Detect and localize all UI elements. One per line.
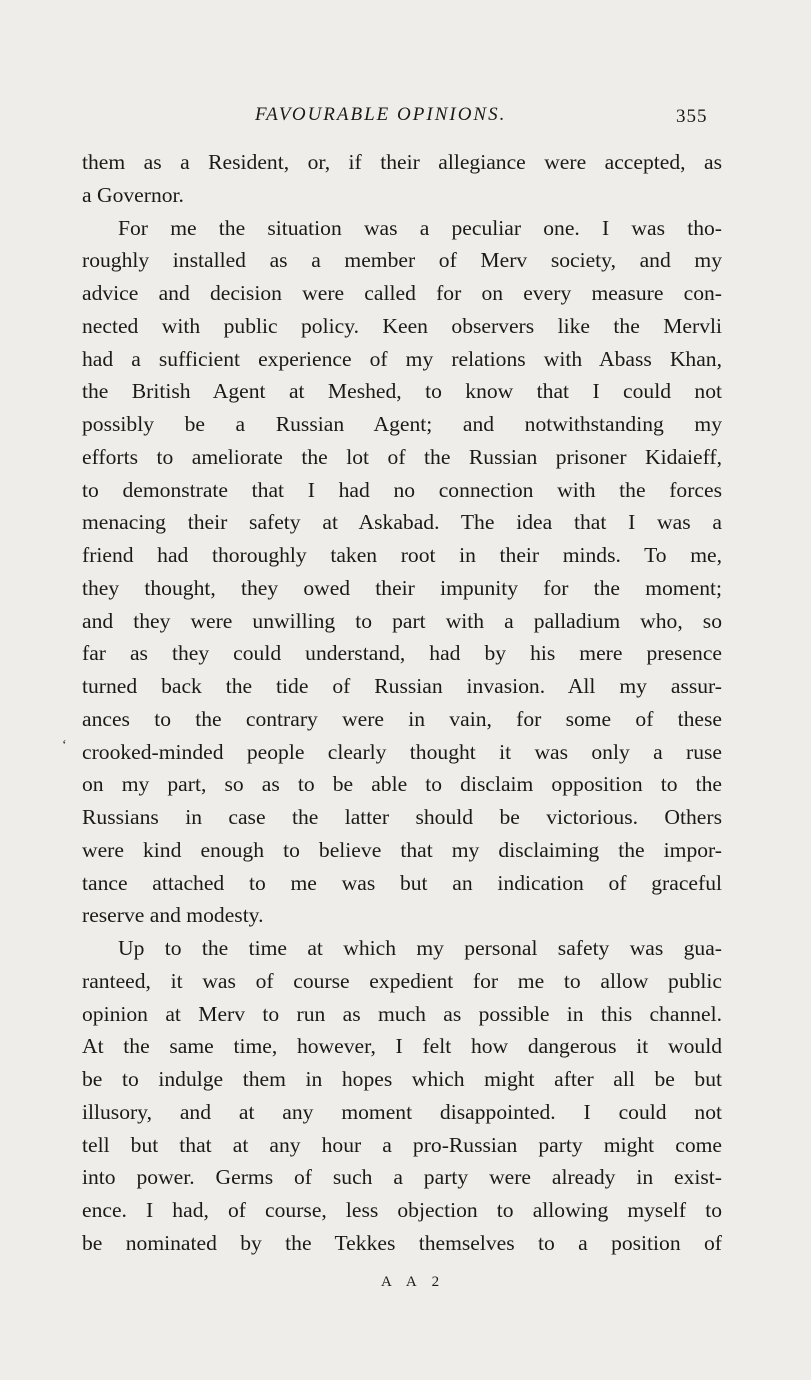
text-line: Russians in case the latter should be victorious. Others — [82, 805, 722, 829]
text-line: they thought, they owed their impunity for the moment; — [82, 575, 722, 600]
text-line: friend had thoroughly taken root in their minds. To me, — [82, 543, 722, 567]
text-line: For me the situation was a peculiar one. I was tho- — [118, 215, 722, 240]
text-line: illusory, and at any moment disappointed. I could not — [82, 1099, 722, 1124]
text-line: on my part, so as to be able to disclaim opposition to the — [82, 772, 722, 797]
text-line: roughly installed as a member of Merv society, and my — [82, 248, 722, 273]
text-line: and they were unwilling to part with a palladium who, so — [82, 608, 722, 633]
text-line: ence. I had, of course, less objection to allowing myself to — [82, 1198, 722, 1222]
text-line: At the same time, however, I felt how dangerous it would — [82, 1034, 722, 1059]
text-line: advice and decision were called for on every measure con- — [82, 281, 722, 305]
text-line: them as a Resident, or, if their allegiance were accepted, as — [82, 150, 722, 174]
text-line: ranteed, it was of course expedient for me to allow public — [82, 968, 722, 993]
text-line: menacing their safety at Askabad. The idea that I was a — [82, 510, 722, 535]
text-line: ances to the contrary were in vain, for some of these — [82, 706, 722, 731]
text-line: possibly be a Russian Agent; and notwithstanding my — [82, 412, 722, 436]
text-line: were kind enough to believe that my disclaiming the impor- — [82, 837, 722, 862]
text-line: far as they could understand, had by his mere presence — [82, 641, 722, 666]
signature-mark: A A 2 — [381, 1274, 446, 1290]
text-line: tell but that at any hour a pro-Russian party might come — [82, 1132, 722, 1157]
text-line: tance attached to me was but an indication of graceful — [82, 870, 722, 895]
text-line: efforts to ameliorate the lot of the Russian prisoner Kidaieff, — [82, 444, 722, 469]
text-line: a Governor. — [82, 182, 184, 207]
text-line: to demonstrate that I had no connection with the forces — [82, 477, 722, 502]
body-text — [82, 146, 722, 1260]
text-line: Up to the time at which my personal safety was gua- — [118, 936, 722, 960]
text-line: into power. Germs of such a party were already in exist- — [82, 1165, 722, 1190]
text-line: crooked-minded people clearly thought it was only a ruse — [82, 739, 722, 764]
text-line: nected with public policy. Keen observers like the Mervli — [82, 313, 722, 338]
running-title: FAVOURABLE OPINIONS. — [255, 104, 507, 125]
text-line: be nominated by the Tekkes themselves to a position of — [82, 1230, 722, 1255]
text-line: the British Agent at Meshed, to know that I could not — [82, 379, 722, 404]
text-line: be to indulge them in hopes which might after all be but — [82, 1067, 722, 1091]
text-line: reserve and modesty. — [82, 903, 264, 928]
text-line: had a sufficient experience of my relations with Abass Khan, — [82, 346, 722, 371]
text-line: opinion at Merv to run as much as possible in this channel. — [82, 1001, 722, 1026]
page-number: 355 — [676, 106, 708, 127]
text-line: turned back the tide of Russian invasion. All my assur- — [82, 674, 722, 698]
running-head — [0, 100, 811, 132]
margin-mark: ‘ — [62, 738, 67, 753]
